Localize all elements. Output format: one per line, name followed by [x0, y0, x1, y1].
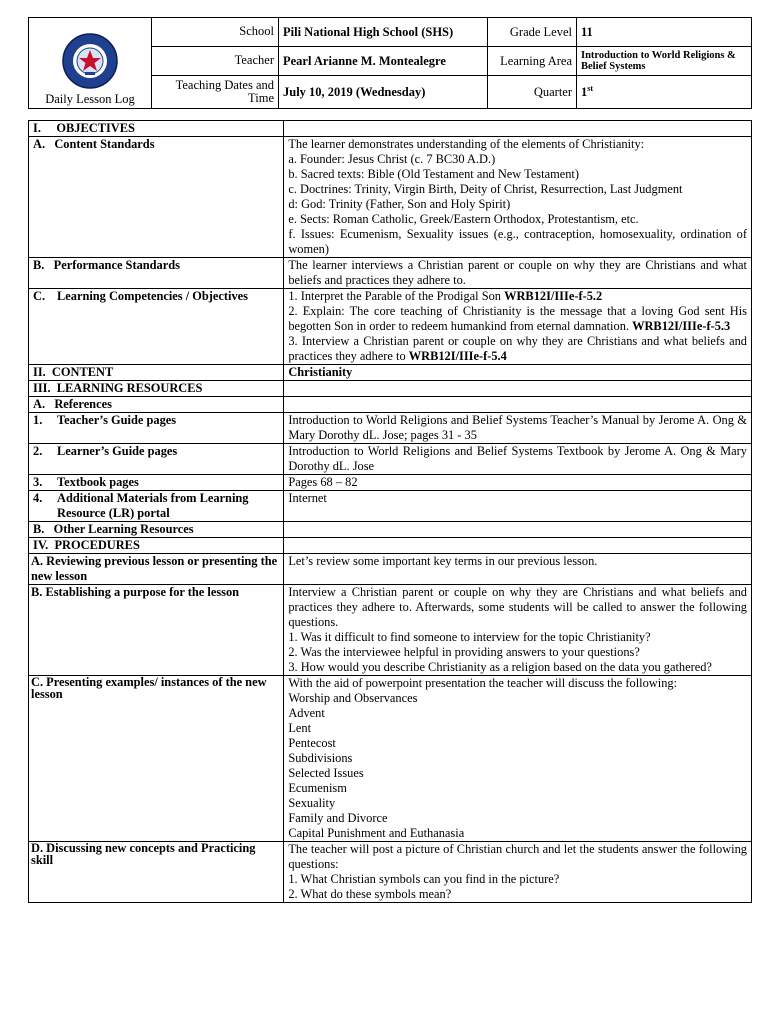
- daily-lesson-log-caption: Daily Lesson Log: [45, 92, 135, 106]
- content-standards-cell: [284, 137, 752, 258]
- procedure-d-line: The teacher will post a picture of Christian church and let the students answer the following questions:: [288, 842, 747, 871]
- content-heading: II. CONTENT: [29, 365, 284, 381]
- learning-competencies-cell: [284, 289, 752, 365]
- content-standard-line: The learner demonstrates understanding of the elements of Christianity:: [288, 137, 645, 151]
- procedures-blank: [284, 538, 752, 554]
- objectives-heading-blank: [284, 121, 752, 137]
- procedure-b-line: Interview a Christian parent or couple on why they are Christians and what beliefs and practices they adhere to. Afterwards, some students will be called to answer the following questions.: [288, 585, 747, 629]
- learners-guide-label: [29, 444, 284, 475]
- content-standard-line: c. Doctrines: Trinity, Virgin Birth, Deity of Christ, Resurrection, Last Judgment: [288, 182, 683, 196]
- competency-text: 2. Explain: The core teaching of Christianity is the message that a loving God sent His begotten Son in order to redeem humankind from eternal damnation.: [288, 304, 747, 333]
- competency-text: 1. Interpret the Parable of the Prodigal Son: [288, 289, 505, 303]
- learning-resources-blank: [284, 381, 752, 397]
- procedure-d-cell: [284, 842, 752, 903]
- procedure-c-line: Ecumenism: [288, 781, 347, 795]
- content-standard-line: a. Founder: Jesus Christ (c. 7 BC30 A.D.): [288, 152, 496, 166]
- textbook-pages-value: Pages 68 – 82: [284, 475, 752, 491]
- objectives-heading: I. OBJECTIVES: [29, 121, 284, 137]
- content-standard-line: b. Sacred texts: Bible (Old Testament and New Testament): [288, 167, 579, 181]
- procedure-b-line: 2. Was the interviewee helpful in providing answers to your questions?: [288, 645, 640, 659]
- content-standard-line: f. Issues: Ecumenism, Sexuality issues (e.g., contraception, homosexuality, ordination of women): [288, 227, 747, 256]
- procedure-c-cell: [284, 676, 752, 842]
- competency-code: WRB12I/IIIe-f-5.4: [408, 349, 507, 363]
- references-blank: [284, 397, 752, 413]
- teacher-value: Pearl Arianne M. Montealegre: [279, 47, 488, 76]
- procedure-c-line: Capital Punishment and Euthanasia: [288, 826, 465, 840]
- row-number: 3.: [33, 475, 43, 489]
- procedure-c-line: Advent: [288, 706, 325, 720]
- procedure-c-line: With the aid of powerpoint presentation the teacher will discuss the following:: [288, 676, 678, 690]
- additional-materials-label: [29, 491, 284, 522]
- procedure-b-line: 1. Was it difficult to find someone to interview for the topic Christianity?: [288, 630, 651, 644]
- grade-level-label: Grade Level: [488, 18, 577, 47]
- textbook-pages-label: [29, 475, 284, 491]
- logo-cell: [29, 18, 152, 109]
- teachers-guide-label: [29, 413, 284, 444]
- row-number: 1.: [33, 413, 43, 427]
- content-standard-line: d: God: Trinity (Father, Son and Holy Spirit): [288, 197, 511, 211]
- procedure-c-line: Subdivisions: [288, 751, 353, 765]
- procedure-a-label: A. Reviewing previous lesson or presenting the new lesson: [29, 554, 284, 585]
- quarter-value: [577, 76, 752, 109]
- procedure-c-line: Pentecost: [288, 736, 336, 750]
- teachers-guide-value: Introduction to World Religions and Belief Systems Teacher’s Manual by Jerome A. Ong & Mary Dorothy dL. Jose; pages 31 - 35: [284, 413, 752, 444]
- quarter-label: Quarter: [488, 76, 577, 109]
- competency-code: WRB12I/IIIe-f-5.3: [632, 319, 731, 333]
- teacher-label: Teacher: [152, 47, 279, 76]
- competency-code: WRB12I/IIIe-f-5.2: [504, 289, 603, 303]
- procedure-c-label: C. Presenting examples/ instances of the new lesson: [29, 676, 284, 842]
- procedures-heading: IV. PROCEDURES: [29, 538, 284, 554]
- procedure-d-label: D. Discussing new concepts and Practicing skill: [29, 842, 284, 903]
- other-resources-label: B. Other Learning Resources: [29, 522, 284, 538]
- learning-area-label: Learning Area: [488, 47, 577, 76]
- competency-line: [288, 289, 747, 304]
- learning-resources-heading: III. LEARNING RESOURCES: [29, 381, 284, 397]
- learning-area-value: Introduction to World Religions & Belief Systems: [577, 47, 752, 76]
- teaching-dates-label: Teaching Dates and Time: [152, 76, 279, 109]
- other-resources-blank: [284, 522, 752, 538]
- competencies-label-text: Learning Competencies / Objectives: [57, 289, 248, 303]
- procedure-c-line: Worship and Observances: [288, 691, 418, 705]
- row-label: Teacher’s Guide pages: [57, 413, 177, 427]
- procedure-c-line: Lent: [288, 721, 312, 735]
- procedure-b-label: B. Establishing a purpose for the lesson: [29, 585, 284, 676]
- header-table: [28, 17, 752, 109]
- competency-text: 3. Interview a Christian parent or couple on why they are Christians and what beliefs and practices they adhere to: [288, 334, 747, 363]
- competency-line: [288, 304, 747, 334]
- quarter-suffix: st: [587, 83, 594, 93]
- row-number: 4.: [33, 491, 43, 505]
- row-label: Learner’s Guide pages: [57, 444, 178, 458]
- competencies-letter: C.: [33, 289, 46, 303]
- content-standards-label: A. Content Standards: [29, 137, 284, 258]
- performance-standards-label: B. Performance Standards: [29, 258, 284, 289]
- procedure-d-line: 2. What do these symbols mean?: [288, 887, 452, 901]
- learning-competencies-label: [29, 289, 284, 365]
- procedure-d-line: 1. What Christian symbols can you find in the picture?: [288, 872, 560, 886]
- references-label: A. References: [29, 397, 284, 413]
- learners-guide-value: Introduction to World Religions and Belief Systems Textbook by Jerome A. Ong & Mary Dorothy dL. Jose: [284, 444, 752, 475]
- row-label: Additional Materials from Learning Resource (LR) portal: [57, 491, 249, 520]
- performance-standards-value: The learner interviews a Christian parent or couple on why they are Christians and what beliefs and practices they adhere to.: [284, 258, 752, 289]
- row-label: Textbook pages: [57, 475, 139, 489]
- content-value: Christianity: [284, 365, 752, 381]
- competency-line: [288, 334, 747, 364]
- quarter-number: 1: [581, 85, 588, 100]
- row-number: 2.: [33, 444, 43, 458]
- grade-level-value: 11: [577, 18, 752, 47]
- school-label: School: [152, 18, 279, 47]
- additional-materials-value: Internet: [284, 491, 752, 522]
- deped-seal-icon: [53, 32, 127, 90]
- procedure-b-cell: [284, 585, 752, 676]
- procedure-a-value: Let’s review some important key terms in our previous lesson.: [284, 554, 752, 585]
- procedure-c-line: Family and Divorce: [288, 811, 388, 825]
- procedure-c-line: Sexuality: [288, 796, 336, 810]
- school-value: Pili National High School (SHS): [279, 18, 488, 47]
- procedure-c-line: Selected Issues: [288, 766, 364, 780]
- procedure-b-line: 3. How would you describe Christianity as a religion based on the data you gathered?: [288, 660, 712, 674]
- lesson-table: [28, 120, 752, 903]
- teaching-dates-value: July 10, 2019 (Wednesday): [279, 76, 488, 109]
- content-standard-line: e. Sects: Roman Catholic, Greek/Eastern Orthodox, Protestantism, etc.: [288, 212, 639, 226]
